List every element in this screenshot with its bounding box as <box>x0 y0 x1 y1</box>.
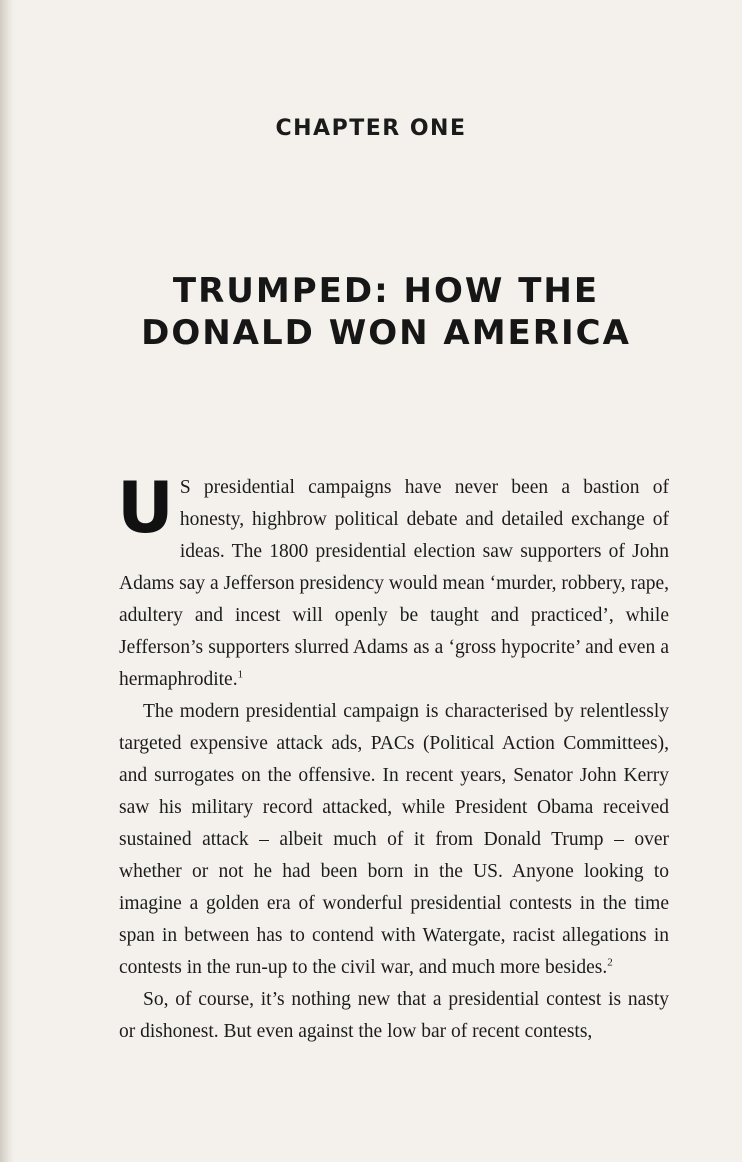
drop-cap: U <box>117 467 174 549</box>
footnote-ref-1: 1 <box>237 668 244 681</box>
page-spine-shadow <box>0 0 14 1162</box>
paragraph-1 <box>117 467 669 696</box>
paragraph-2-text: The modern presidential campaign is characterised by relentlessly targeted expensive attack ads, PACs (Political Action Committees), and surrogates on the offensive. In recent years, Senator John Kerry saw his military record attacked, while President Obama received sustained attack – albeit much of it from Donald Trump – over whether or not he had been born in the US. Anyone looking to imagine a golden era of wonderful presidential contests in the time span in between has to contend with Watergate, racist allegations in contests in the run-up to the civil war, and much more besides. <box>119 701 669 978</box>
footnote-ref-2: 2 <box>607 956 613 969</box>
paragraph-3 <box>119 984 669 1048</box>
chapter-title-line-1: TRUMPED: HOW THE <box>172 271 600 311</box>
paragraph-2 <box>119 696 669 984</box>
paragraph-3-text: So, of course, it’s nothing new that a presidential contest is nasty or dishonest. But even against the low bar of recent contests, <box>119 989 669 1042</box>
chapter-title <box>0 270 742 354</box>
chapter-label: CHAPTER ONE <box>275 116 467 141</box>
body-text <box>117 467 669 1048</box>
paragraph-1-text: S presidential campaigns have never been a bastion of honesty, highbrow political debate and detailed exchange of ideas. The 1800 presidential election saw supporters of John Adams say a Jefferson presidency would mean ‘murder, robbery, rape, adultery and incest will openly be taught and practiced’, while Jefferson’s supporters slurred Adams as a ‘gross hypocrite’ and even a hermaphrodite. <box>119 477 669 690</box>
chapter-title-line-2: DONALD WON AMERICA <box>141 313 631 353</box>
